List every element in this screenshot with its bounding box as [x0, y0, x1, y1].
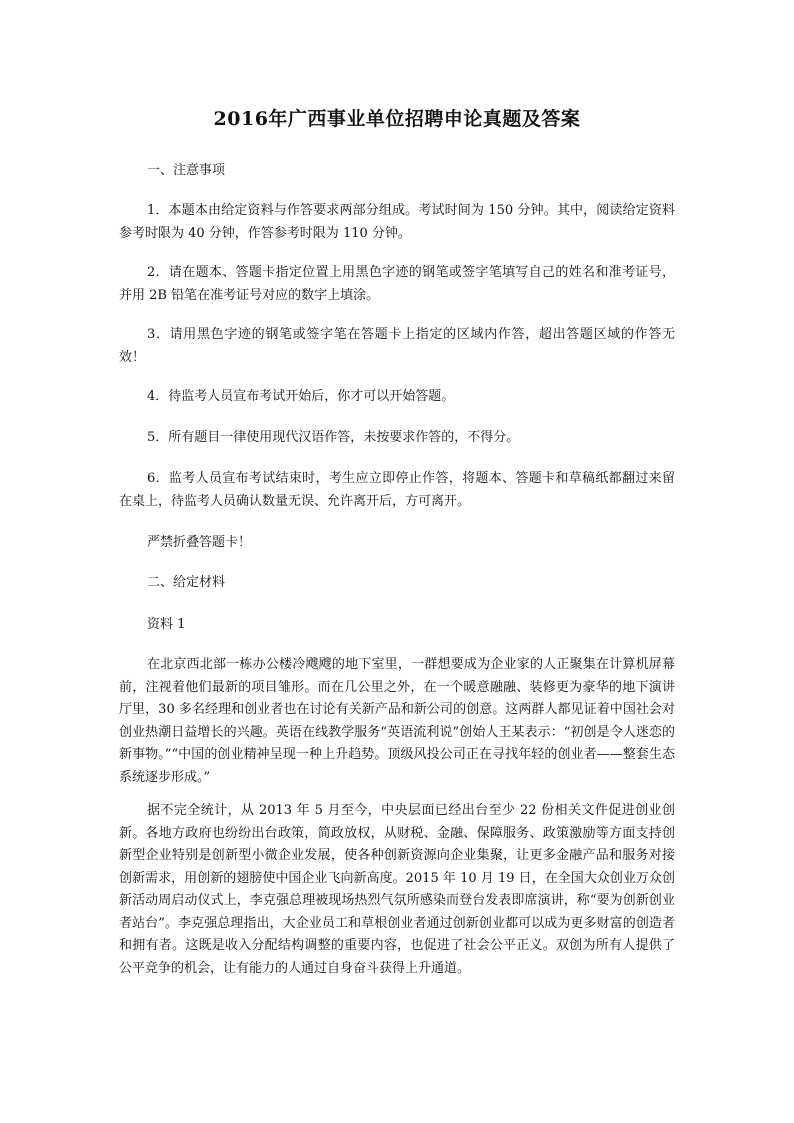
note-item-3: 3．请用黑色字迹的钢笔或签字笔在答题卡上指定的区域内作答，超出答题区域的作答无效！ — [119, 327, 675, 365]
note-item-4: 4．待监考人员宣布考试开始后，你才可以开始答题。 — [147, 389, 455, 404]
note-item-1: 1．本题本由给定资料与作答要求两部分组成。考试时间为 150 分钟。其中，阅读给定资料参考时限为 40 分钟，作答参考时限为 110 分钟。 — [119, 203, 675, 241]
note-item-5: 5．所有题目一律使用现代汉语作答，未按要求作答的，不得分。 — [147, 430, 520, 445]
material-paragraph-1: 在北京西北部一栋办公楼冷飕飕的地下室里，一群想要成为企业家的人正聚集在计算机屏幕前，注视着他们最新的项目雏形。而在几公里之外，在一个暖意融融、装修更为豪华的地下演讲厅里，30 多名经理和创业者也在讨论有关新产品和新公司的创意。这两群人都见证着中国社会对创业热潮日益增长的兴趣。英语在线教学服务“英语流利说”创始人王某表示：“初创是令人迷恋的新事物。”“中国的创业精神呈现一种上升趋势。顶级风投公司正在寻找年轻的创业者——整套生态系统逐步形成。” — [119, 657, 675, 785]
section-heading-notes: 一、注意事项 — [147, 163, 226, 178]
material-heading-1: 资料 1 — [147, 617, 186, 632]
material-paragraph-2: 据不完全统计，从 2013 年 5 月至今，中央层面已经出台至少 22 份相关文件促进创业创新。各地方政府也纷纷出台政策，简政放权，从财税、金融、保障服务、政策激励等方面支持创新型企业特别是创新型小微企业发展，使各种创新资源向企业集聚，让更多金融产品和服务对接创新需求，用创新的翅膀使中国企业飞向新高度。2015 年 10 月 19 日，在全国大众创业万众创新活动周启动仪式上，李克强总理被现场热烈气氛所感染而登台发表即席演讲，称“要为创新创业者站台”。李克强总理指出，大企业员工和草根创业者通过创新创业都可以成为更多财富的创造者和拥有者。这既是收入分配结构调整的重要内容，也促进了社会公平正义。双创为所有人提供了公平竞争的机会，让有能力的人通过自身奋斗获得上升通道。 — [119, 803, 675, 976]
note-item-2: 2．请在题本、答题卡指定位置上用黑色字迹的钢笔或签字笔填写自己的姓名和准考证号，并用 2B 铅笔在准考证号对应的数字上填涂。 — [119, 265, 675, 303]
note-item-6: 6．监考人员宣布考试结束时，考生应立即停止作答，将题本、答题卡和草稿纸都翻过来留在桌上，待监考人员确认数量无误、允许离开后，方可离开。 — [119, 471, 675, 509]
warning-text: 严禁折叠答题卡！ — [147, 535, 252, 550]
section-heading-materials: 二、给定材料 — [147, 575, 226, 590]
document-title: 2016年广西事业单位招聘申论真题及答案 — [213, 108, 581, 130]
